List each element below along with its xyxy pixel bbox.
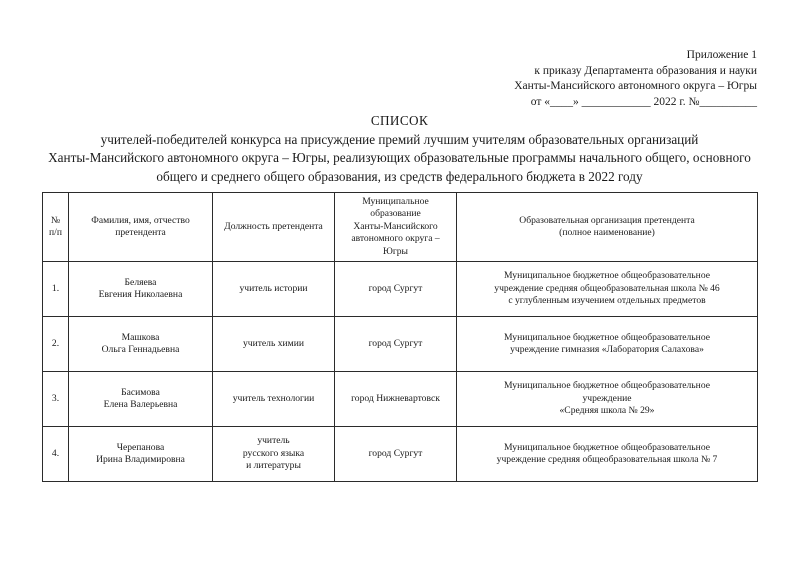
column-header-position: Должность претендента — [213, 193, 335, 262]
row-number: 4. — [43, 427, 69, 482]
appendix-block — [514, 48, 757, 110]
appendix-line-1: Приложение 1 — [686, 49, 757, 61]
column-header-fullname: Фамилия, имя, отчество претендента — [69, 193, 213, 262]
row-municipality: город Нижневартовск — [335, 372, 457, 427]
table-body — [43, 262, 758, 482]
row-number: 1. — [43, 262, 69, 317]
winners-table — [42, 192, 758, 482]
column-header-municipality: Муниципальное образование Ханты-Мансийского автономного округа – Югры — [335, 193, 457, 262]
row-municipality: город Сургут — [335, 427, 457, 482]
table-header-row — [43, 193, 758, 262]
row-position: учитель истории — [213, 262, 335, 317]
title-subline-1: учителей-победителей конкурса на присуждение премий лучшим учителям образовательных организаций — [100, 131, 699, 147]
row-organization: Муниципальное бюджетное общеобразовательное учреждение гимназия «Лаборатория Салахова» — [457, 317, 758, 372]
table-row — [43, 262, 758, 317]
row-fullname: Машкова Ольга Геннадьевна — [69, 317, 213, 372]
row-fullname: Басимова Елена Валерьевна — [69, 372, 213, 427]
row-municipality: город Сургут — [335, 262, 457, 317]
document-title-block — [42, 112, 757, 186]
column-header-organization: Образовательная организация претендента (полное наименование) — [457, 193, 758, 262]
table-row — [43, 427, 758, 482]
row-organization: Муниципальное бюджетное общеобразовательное учреждение средняя общеобразовательная школа № 46 с углубленным изучением отдельных предметов — [457, 262, 758, 317]
row-position: учитель химии — [213, 317, 335, 372]
row-fullname: Черепанова Ирина Владимировна — [69, 427, 213, 482]
appendix-line-2: к приказу Департамента образования и науки — [534, 64, 757, 77]
row-number: 2. — [43, 317, 69, 372]
title-subline-3: общего и среднего общего образования, из средств федерального бюджета в 2022 году — [156, 168, 643, 184]
column-header-number: № п/п — [43, 193, 69, 262]
appendix-line-3: Ханты-Мансийского автономного округа – Югры — [514, 80, 757, 92]
row-organization: Муниципальное бюджетное общеобразовательное учреждение средняя общеобразовательная школа № 7 — [457, 427, 758, 482]
row-position: учитель русского языка и литературы — [213, 427, 335, 482]
row-fullname: Беляева Евгения Николаевна — [69, 262, 213, 317]
table-row — [43, 317, 758, 372]
appendix-date-line: от «____» ____________ 2022 г. №__________ — [530, 95, 757, 108]
title-subline-2: Ханты-Мансийского автономного округа – Югры, реализующих образовательные программы начального общего, основного — [48, 150, 751, 165]
table-header — [43, 193, 758, 262]
row-municipality: город Сургут — [335, 317, 457, 372]
page-title: СПИСОК — [370, 113, 429, 128]
row-organization: Муниципальное бюджетное общеобразовательное учреждение «Средняя школа № 29» — [457, 372, 758, 427]
row-position: учитель технологии — [213, 372, 335, 427]
table-row — [43, 372, 758, 427]
row-number: 3. — [43, 372, 69, 427]
